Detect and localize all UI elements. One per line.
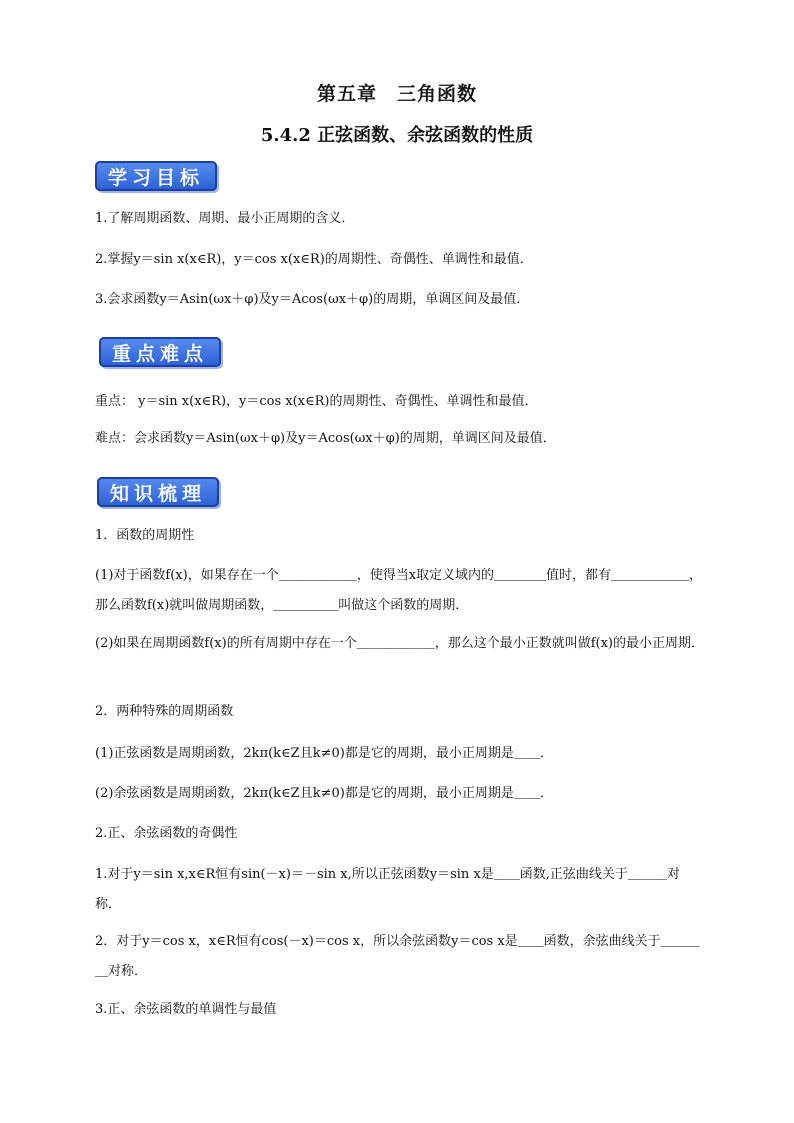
heading-monotonicity: 3.正、余弦函数的单调性与最值: [95, 1002, 277, 1017]
sine-parity-paragraph: 1.对于y＝sin x,x∈R恒有sin(－x)＝－sin x,所以正弦函数y＝sin x是＿＿函数,正弦曲线关于＿＿＿对称．: [95, 867, 680, 912]
knowledge-badge: 知识梳理: [97, 477, 219, 507]
goal-item-2: 2.掌握y＝sin x(x∈R)，y＝cos x(x∈R)的周期性、奇偶性、单调性和最值．: [95, 252, 533, 267]
section-title: 5.4.2 正弦函数、余弦函数的性质: [260, 125, 534, 146]
learning-goals-badge: 学习目标: [95, 161, 217, 191]
difficulty-point: 难点：会求函数y＝Asin(ωx＋φ)及y＝Acos(ωx＋φ)的周期，单调区间及最值．: [95, 431, 556, 446]
chapter-title: 第五章 三角函数: [316, 83, 477, 105]
heading-parity: 2.正、余弦函数的奇偶性: [95, 826, 238, 841]
cosine-parity-paragraph: 2．对于y＝cos x，x∈R恒有cos(－x)＝cos x，所以余弦函数y＝cos x是＿＿函数，余弦曲线关于＿＿＿＿对称．: [95, 934, 700, 979]
key-points-badge: 重点难点: [99, 337, 221, 367]
focus-point: 重点： y＝sin x(x∈R)，y＝cos x(x∈R)的周期性、奇偶性、单调性和最值．: [95, 394, 538, 409]
goal-item-1: 1.了解周期函数、周期、最小正周期的含义．: [95, 211, 355, 226]
paragraph-min-period: (2)如果在周期函数f(x)的所有周期中存在一个＿＿＿＿＿＿，那么这个最小正数就叫做f(x)的最小正周期．: [95, 636, 704, 651]
goal-item-3: 3.会求函数y＝Asin(ωx＋φ)及y＝Acos(ωx＋φ)的周期，单调区间及最值．: [95, 292, 530, 307]
paragraph-periodic-definition: (1)对于函数f(x)，如果存在一个＿＿＿＿＿＿，使得当x取定义域内的＿＿＿＿值时，都有＿＿＿＿＿＿，那么函数f(x)就叫做周期函数，＿＿＿＿＿叫做这个函数的周期．: [95, 568, 703, 613]
heading-periodicity: 1．函数的周期性: [95, 528, 195, 543]
heading-special-periodic: 2．两种特殊的周期函数: [95, 704, 234, 719]
sine-period-line: (1)正弦函数是周期函数，2kπ(k∈Z且k≠0)都是它的周期，最小正周期是＿＿．: [95, 746, 553, 761]
cosine-period-line: (2)余弦函数是周期函数，2kπ(k∈Z且k≠0)都是它的周期，最小正周期是＿＿．: [95, 786, 553, 801]
